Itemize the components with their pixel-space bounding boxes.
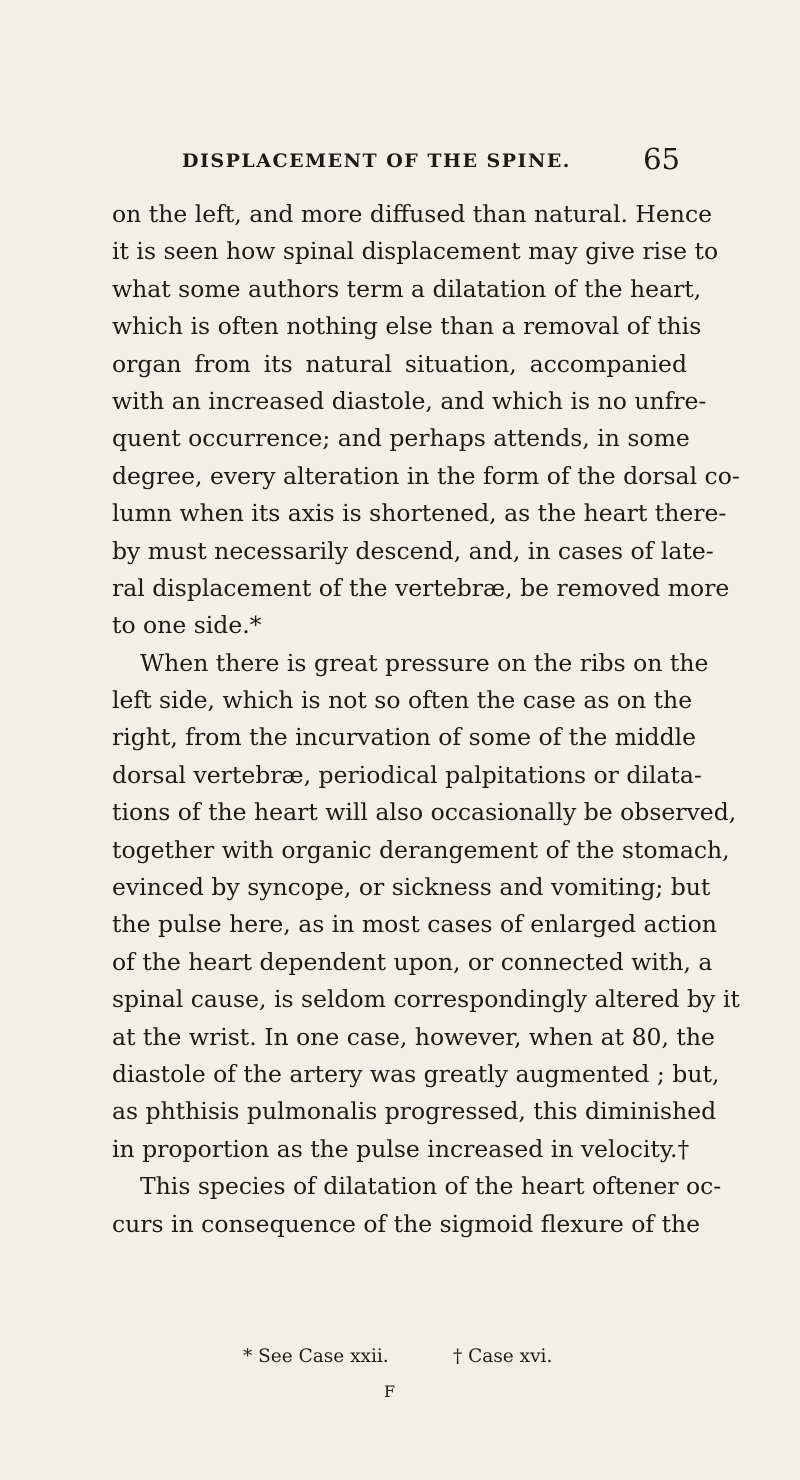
text-line: what some authors term a dilatation of the heart, xyxy=(112,274,702,303)
text-line: curs in consequence of the sigmoid flexure of the xyxy=(112,1209,701,1238)
text-line: it is seen how spinal displacement may give rise to xyxy=(112,237,719,266)
text-line: lumn when its axis is shortened, as the heart there- xyxy=(112,499,727,528)
text-line: which is often nothing else than a removal of this xyxy=(112,312,702,341)
text-line: degree, every alteration in the form of the dorsal co- xyxy=(112,461,740,490)
footnote-see-case-xxii: * See Case xxii. xyxy=(243,1346,389,1367)
text-line: When there is great pressure on the ribs on the xyxy=(140,648,709,677)
text-line: diastole of the artery was greatly augmented ; but, xyxy=(112,1059,720,1088)
text-line: at the wrist. In one case, however, when at 80, the xyxy=(112,1022,715,1051)
signature-mark: F xyxy=(384,1382,396,1401)
text-line: evinced by syncope, or sickness and vomiting; but xyxy=(112,873,711,902)
text-line: as phthisis pulmonalis progressed, this diminished xyxy=(112,1097,717,1126)
text-line: spinal cause, is seldom correspondingly altered by it xyxy=(112,985,740,1014)
text-line: by must necessarily descend, and, in cases of late- xyxy=(112,536,714,565)
text-line: This species of dilatation of the heart oftener oc- xyxy=(140,1172,722,1201)
text-line: to one side.* xyxy=(112,611,262,640)
running-head: DISPLACEMENT OF THE SPINE. xyxy=(182,150,571,172)
text-line: dorsal vertebræ, periodical palpitations or dilata- xyxy=(112,760,702,789)
text-line: together with organic derangement of the stomach, xyxy=(112,835,730,864)
text-line: in proportion as the pulse increased in velocity.† xyxy=(112,1134,690,1163)
text-line: left side, which is not so often the case as on the xyxy=(112,686,693,715)
page-header xyxy=(120,140,680,180)
text-line: of the heart dependent upon, or connected with, a xyxy=(112,947,713,976)
footnote-case-xvi: † Case xvi. xyxy=(453,1346,553,1367)
text-line: with an increased diastole, and which is no unfre- xyxy=(112,386,707,415)
text-line: right, from the incurvation of some of the middle xyxy=(112,723,697,752)
text-line: tions of the heart will also occasionally be observed, xyxy=(112,798,737,827)
text-line: organ from its natural situation, accompanied xyxy=(112,349,687,378)
text-line: ral displacement of the vertebræ, be removed more xyxy=(112,573,730,602)
text-line: quent occurrence; and perhaps attends, in some xyxy=(112,424,690,453)
page-number: 65 xyxy=(643,142,680,176)
body-text xyxy=(112,196,740,1243)
text-line: on the left, and more diffused than natural. Hence xyxy=(112,200,713,228)
footnotes xyxy=(0,1346,800,1376)
text-line: the pulse here, as in most cases of enlarged action xyxy=(112,910,717,939)
